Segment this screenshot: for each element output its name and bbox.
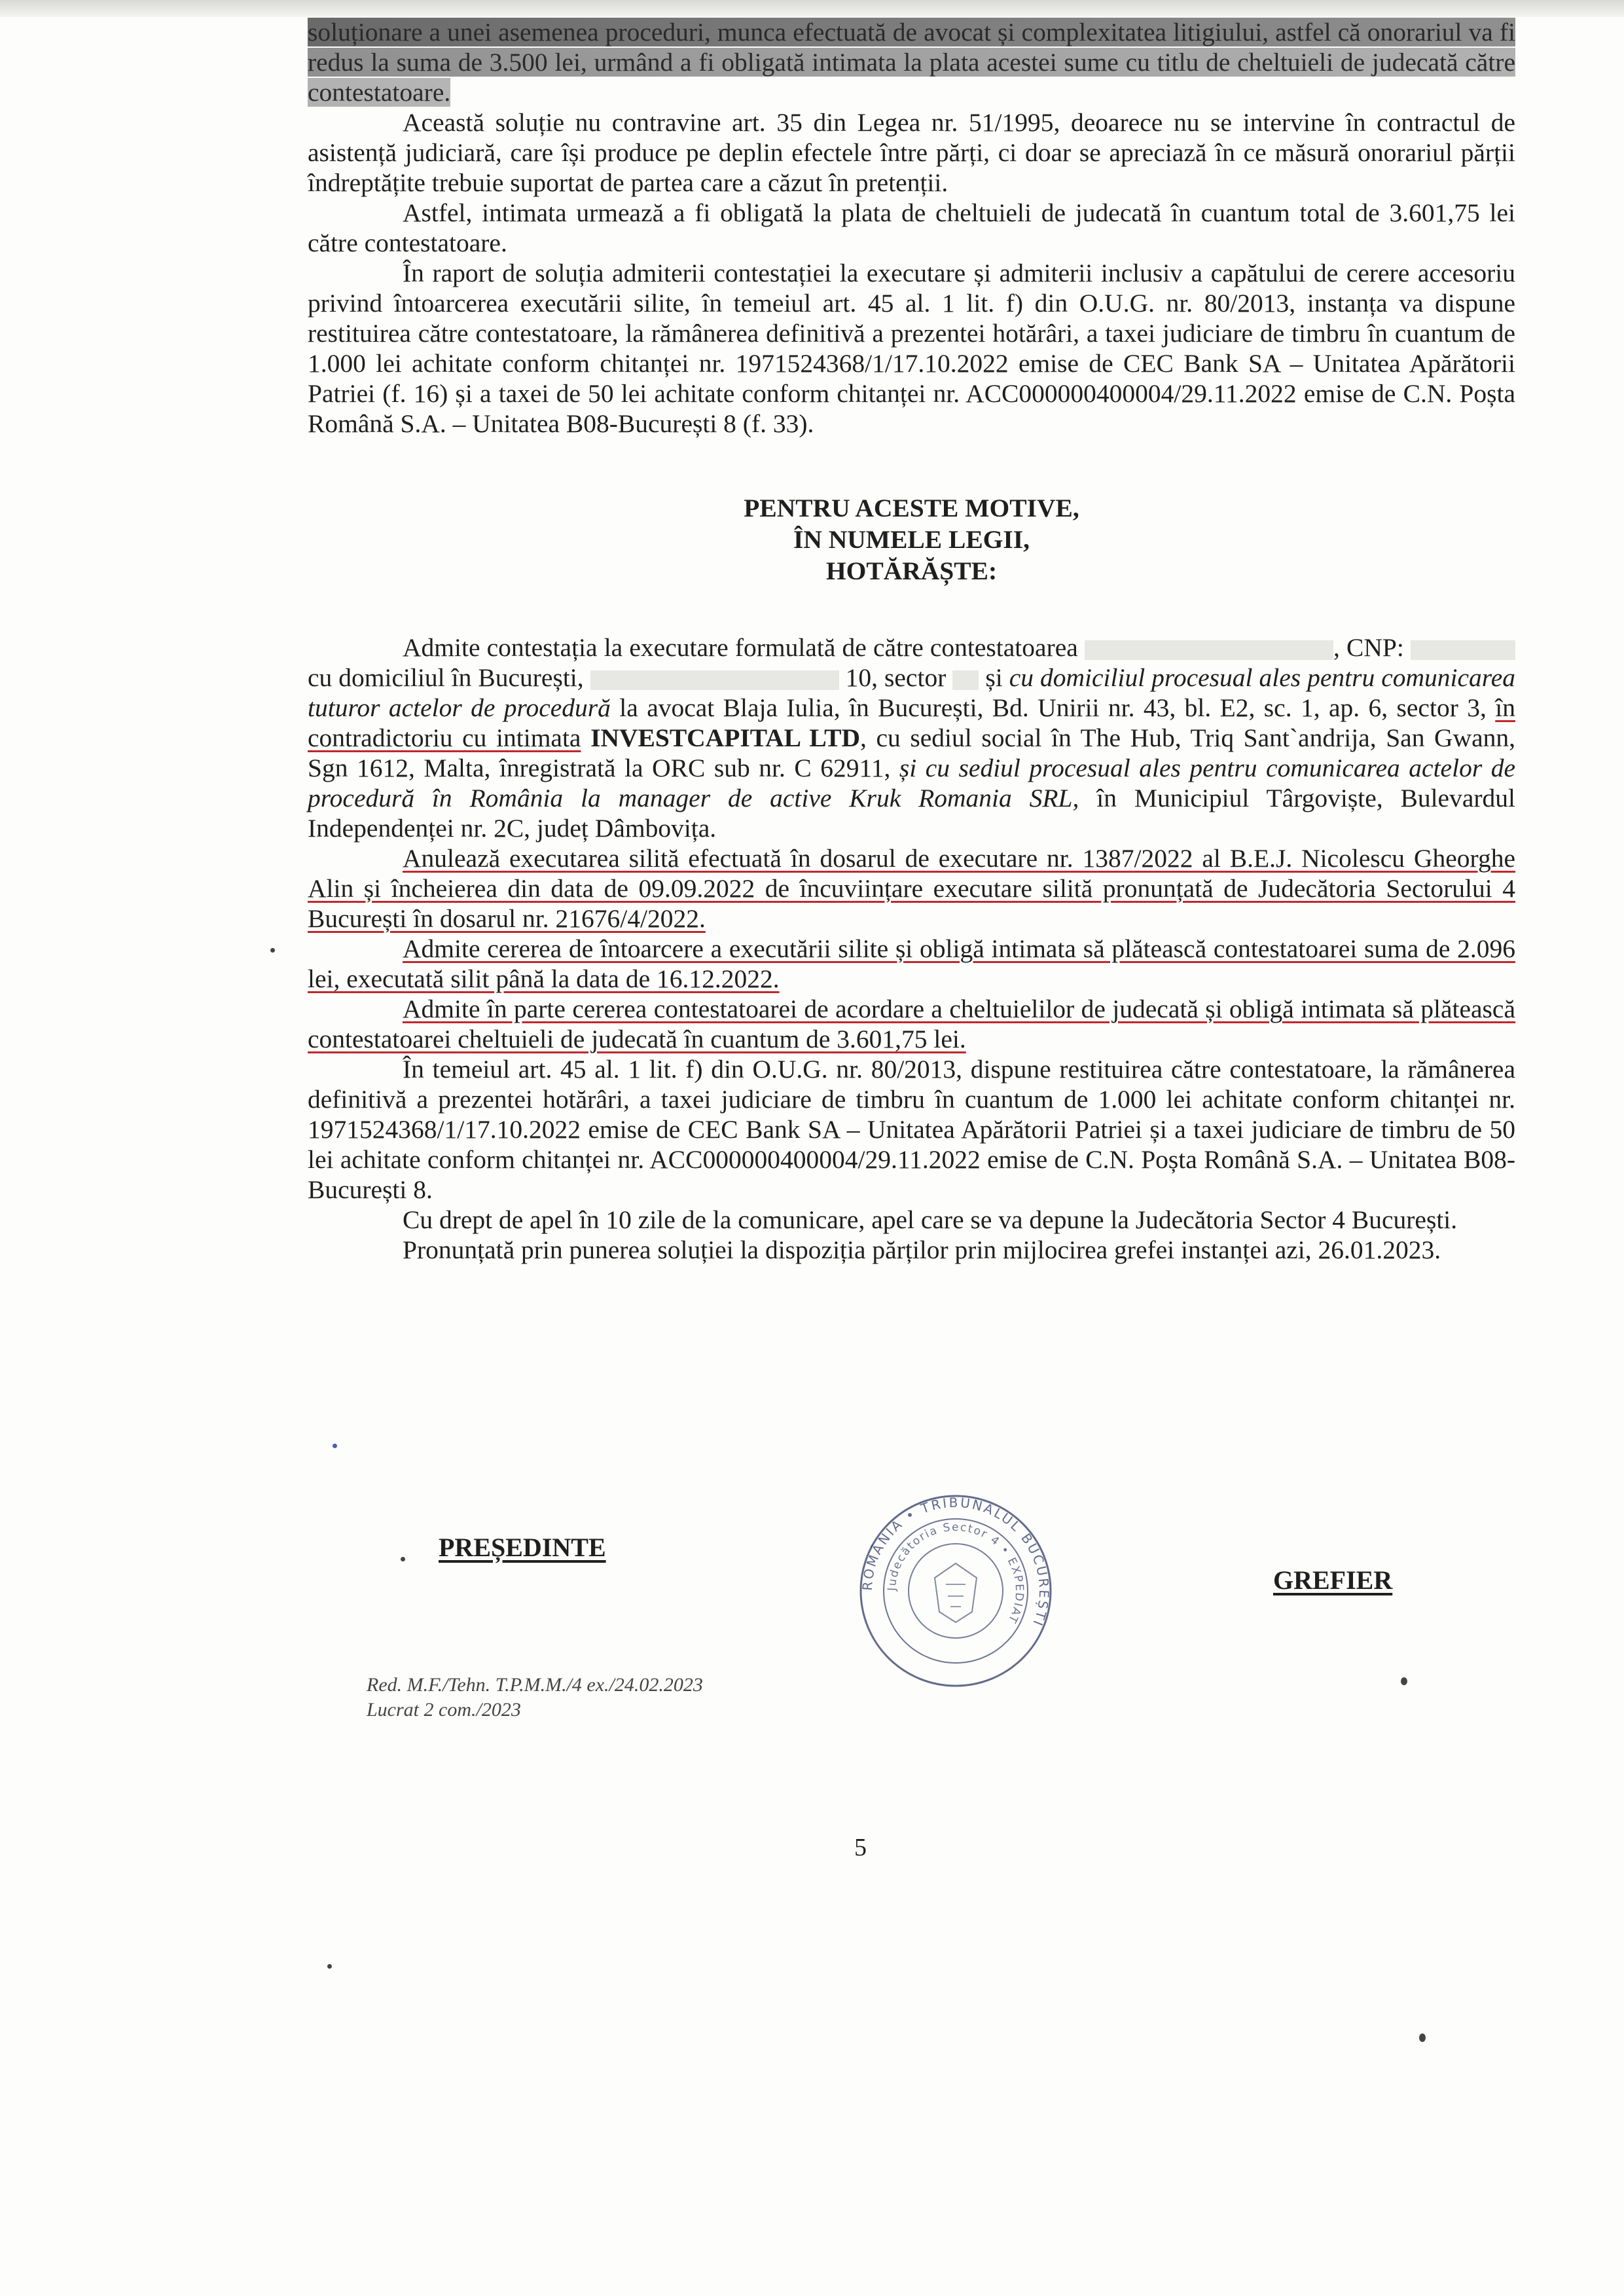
document-body [308, 17, 1515, 1265]
heading-line-3: HOTĂRĂȘTE: [825, 556, 998, 585]
scan-speck [1401, 1677, 1407, 1685]
court-stamp [857, 1493, 1054, 1689]
footer-line-1: Red. M.F./Tehn. T.P.M.M./4 ex./24.02.2023 [367, 1674, 703, 1696]
scan-speck [401, 1557, 405, 1561]
domiciliu-text: cu domiciliul în București, [308, 663, 584, 692]
sediu-procesual-text: și cu sediul procesual ales pentru comunicarea actelor de procedură în România la manager de active Kruk Romania SRL, [308, 754, 1515, 812]
dispozitiv-cheltuieli [308, 994, 1515, 1054]
page-number: 5 [854, 1834, 867, 1861]
anuleaza-text: Anulează executarea silită efectuată în dosarul de executare nr. 1387/2022 al B.E.J. Nicolescu Gheorghe Alin și încheierea din data de 09.09.2022 de încuviințare executare silită pronunțată de Judecătoria Sectorului 4 București în dosarul nr. 21676/4/2022. [308, 844, 1515, 933]
decision-heading [308, 492, 1515, 587]
dispozitiv-intoarcere [308, 934, 1515, 994]
paragraph-legea-51: Această soluție nu contravine art. 35 din Legea nr. 51/1995, deoarece nu se intervine în contractul de asistență judiciară, care își produce pe deplin efectele între părți, ci doar se apreciază în ce măsură onorariul părții îndreptățite trebuie suportat de partea care a căzut în pretenții. [308, 108, 1515, 197]
stamp-outer-text: ROMÂNIA • TRIBUNALUL BUCUREȘTI [859, 1494, 1053, 1630]
redacted-name [1085, 640, 1333, 660]
contradictoriu-text: în contradictoriu cu intimata [308, 693, 1515, 752]
presedinte-label: PREȘEDINTE [439, 1533, 606, 1562]
redacted-sector [952, 670, 979, 690]
si-text: și [985, 663, 1003, 692]
dispozitiv-restituire: În temeiul art. 45 al. 1 lit. f) din O.U.G. nr. 80/2013, dispune restituirea către contestatoare, la rămânerea definitivă a prezentei hotărâri, a taxei judiciare de timbru în cuantum de 1.000 lei achitate conform chitanței nr. 1971524368/1/17.10.2022 emise de CEC Bank SA – Unitatea Apărătorii Patriei și a taxei judiciare de timbru de 50 lei achitate conform chitanței nr. ACC000000400004/29.11.2022 emise de C.N. Poșta Română S.A. – Unitatea B08-București 8. [308, 1055, 1515, 1204]
scan-edge [0, 0, 1624, 17]
cheltuieli-text: Admite în parte cererea contestatoarei de acordare a cheltuielilor de judecată și obligă intimata să plătească contestatoarei cheltuieli de judecată în cuantum de 3.601,75 lei. [308, 994, 1515, 1053]
sector-text: 10, sector [845, 663, 947, 692]
scan-speck [1419, 2033, 1426, 2042]
dispozitiv-admite-contestatia [308, 632, 1515, 843]
footer-line-2: Lucrat 2 com./2023 [367, 1699, 521, 1721]
procesual-text: cu domiciliul procesual ales pentru comunicarea tuturor actelor de procedură [308, 663, 1515, 722]
targoviste-text: în Municipiul Târgoviște, Bulevardul Independenței nr. 2C, județ Dâmbovița. [308, 784, 1515, 843]
dispozitiv-anuleaza [308, 843, 1515, 934]
redacted-cnp [1411, 640, 1515, 660]
scan-speck [270, 948, 275, 953]
cnp-label: , CNP: [1333, 633, 1404, 662]
admite-text: Admite contestația la executare formulată de către contestatoarea [403, 633, 1078, 662]
sediu-text: , cu sediul social în The Hub, Triq Sant`andrija, San Gwann, Sgn 1612, Malta, înregistrată la ORC sub nr. C 62911, [308, 723, 1515, 782]
smudged-text: soluționare a unei asemenea proceduri, munca efectuată de avocat și complexitatea litigiului, astfel că onorariul va fi redus la suma de 3.500 lei, urmând a fi obligată intimata la plata acestei sume cu titlu de cheltuieli de judecată către contestatoare. [308, 18, 1515, 107]
signature-row [308, 1494, 1515, 1728]
scan-speck [333, 1444, 337, 1448]
redacted-address [590, 670, 839, 690]
svg-text:Judecătoria Sector 4 • EXPEDIA [886, 1521, 1026, 1626]
intoarcere-text: Admite cererea de întoarcere a executării silite și obligă intimata să plătească contestatoarei suma de 2.096 lei, executată silit până la data de 16.12.2022. [308, 934, 1515, 993]
grefier-label: GREFIER [1273, 1565, 1393, 1595]
dispozitiv-apel: Cu drept de apel în 10 zile de la comunicare, apel care se va depune la Judecătoria Sector 4 București. [403, 1205, 1458, 1234]
intimata-name: INVESTCAPITAL LTD [590, 723, 861, 752]
paragraph-cheltuieli: Astfel, intimata urmează a fi obligată la plata de cheltuieli de judecată în cuantum total de 3.601,75 lei către contestatoare. [308, 198, 1515, 257]
footer-note [367, 1673, 703, 1722]
heading-line-2: ÎN NUMELE LEGII, [793, 525, 1030, 554]
heading-line-1: PENTRU ACESTE MOTIVE, [744, 494, 1079, 522]
svg-text:ROMÂNIA • TRIBUNALUL BUCUREȘTI [859, 1495, 1052, 1630]
stamp-inner-text: Judecătoria Sector 4 • EXPEDIAT [885, 1520, 1026, 1626]
scan-speck [327, 1964, 332, 1969]
dispozitiv-pronuntata: Pronunțată prin punerea soluției la dispoziția părților prin mijlocirea grefei instanței azi, 26.01.2023. [403, 1235, 1441, 1264]
paragraph-restituire: În raport de soluția admiterii contestației la executare și admiterii inclusiv a capătului de cerere accesoriu privind întoarcerea executării silite, în temeiul art. 45 al. 1 lit. f) din O.U.G. nr. 80/2013, instanța va dispune restituirea către contestatoare, la rămânerea definitivă a prezentei hotărâri, a taxei judiciare de timbru în cuantum de 1.000 lei achitate conform chitanței nr. 1971524368/1/17.10.2022 emise de CEC Bank SA – Unitatea Apărătorii Patriei (f. 16) și a taxei de 50 lei achitate conform chitanței nr. ACC000000400004/29.11.2022 emise de C.N. Poșta Română S.A. – Unitatea B08-București 8 (f. 33). [308, 259, 1515, 438]
avocat-text: la avocat Blaja Iulia, în București, Bd. Unirii nr. 43, bl. E2, sc. 1, ap. 6, sector 3, [619, 693, 1487, 722]
paragraph-onorariu [308, 17, 1515, 107]
